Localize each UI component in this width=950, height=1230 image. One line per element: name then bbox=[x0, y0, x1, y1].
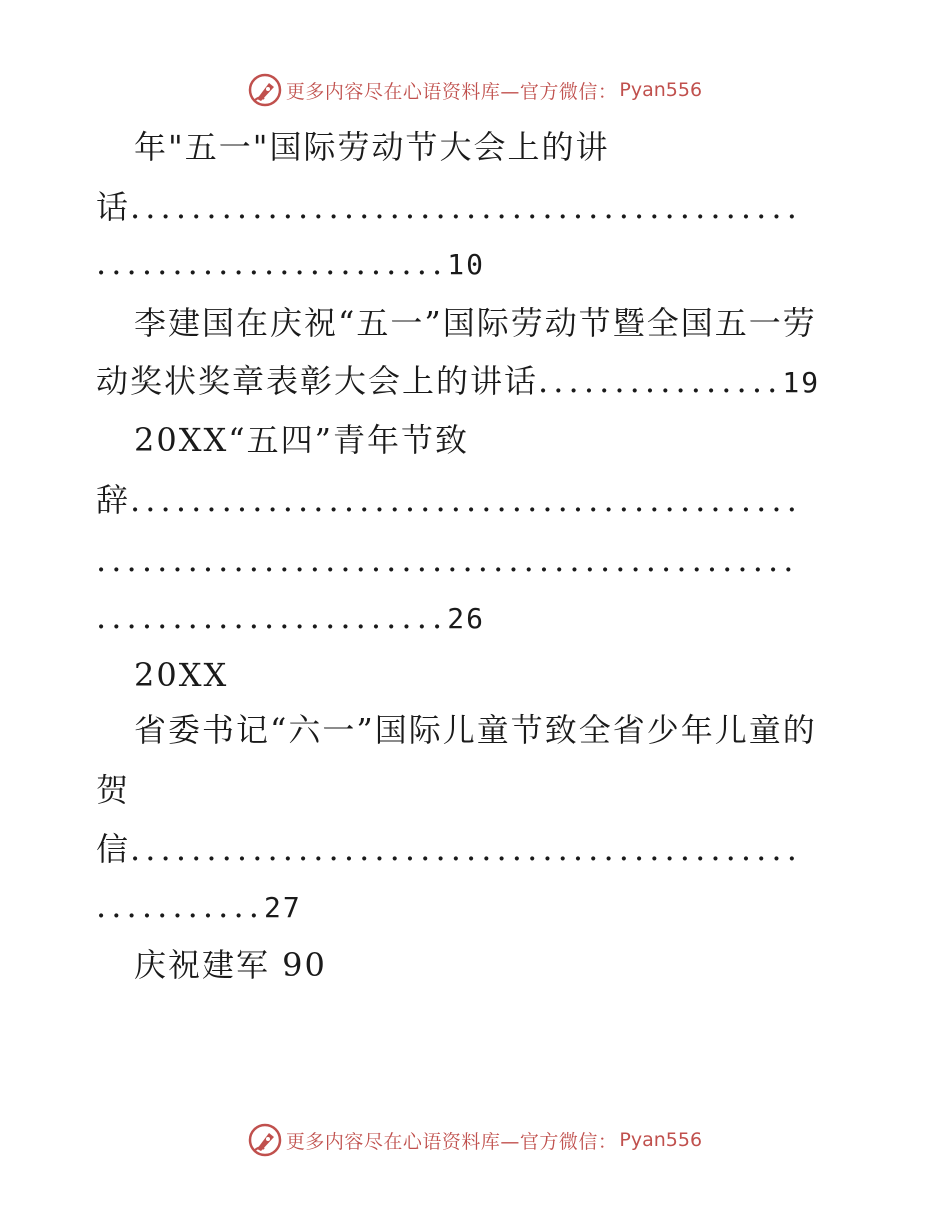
toc-entry-title: 辞 bbox=[96, 481, 131, 519]
toc-entry-title[interactable]: 贺 bbox=[96, 771, 131, 809]
watermark-footer bbox=[0, 1120, 950, 1160]
toc-leader-dots: ....................... bbox=[96, 244, 448, 282]
toc-entry-line[interactable] bbox=[96, 886, 302, 928]
toc-leader-dots: ....................... bbox=[96, 598, 448, 636]
toc-entry-line[interactable] bbox=[96, 597, 485, 639]
toc-page-number: 27 bbox=[264, 891, 302, 924]
watermark-account: Pyan556 bbox=[619, 1129, 703, 1151]
toc-leader-dots: ................ bbox=[538, 362, 783, 400]
toc-entry-line[interactable] bbox=[96, 540, 799, 580]
toc-leader-dots: ............................................ bbox=[130, 830, 802, 868]
toc-entry-line[interactable] bbox=[96, 187, 802, 227]
toc-entry-title: 话 bbox=[96, 188, 131, 226]
toc-leader-dots: .............................................. bbox=[96, 541, 799, 579]
toc-entry-title[interactable]: 年"五一"国际劳动节大会上的讲 bbox=[134, 128, 610, 166]
toc-page-number: 10 bbox=[447, 248, 485, 281]
toc-entry-title[interactable]: 李建国在庆祝“五一”国际劳动节暨全国五一劳 bbox=[134, 304, 817, 342]
toc-leader-dots: ............................................ bbox=[130, 188, 802, 226]
toc-entry-title[interactable]: 20XX bbox=[134, 656, 229, 694]
pen-nib-icon bbox=[248, 1123, 282, 1157]
toc-entry-title[interactable]: 20XX“五四”青年节致 bbox=[134, 421, 470, 459]
watermark-account: Pyan556 bbox=[619, 79, 703, 101]
toc-page-number: 26 bbox=[447, 602, 485, 635]
toc-entry-line[interactable] bbox=[96, 829, 802, 869]
toc-entry-line[interactable] bbox=[96, 361, 820, 403]
toc-entry-line[interactable] bbox=[96, 480, 802, 520]
toc-entry-title: 信 bbox=[96, 830, 131, 868]
toc-leader-dots: ........... bbox=[96, 887, 264, 925]
toc-entry-title[interactable]: 省委书记“六一”国际儿童节致全省少年儿童的 bbox=[134, 711, 817, 749]
toc-entry-line[interactable] bbox=[96, 243, 485, 285]
watermark-text: 更多内容尽在心语资料库—官方微信： bbox=[285, 1130, 618, 1153]
toc-entry-title[interactable]: 庆祝建军 90 bbox=[134, 946, 327, 984]
toc-leader-dots: ............................................ bbox=[130, 481, 802, 519]
watermark-text: 更多内容尽在心语资料库—官方微信： bbox=[285, 80, 618, 103]
toc-page-number: 19 bbox=[782, 366, 821, 399]
toc-entry-title: 动奖状奖章表彰大会上的讲话 bbox=[96, 362, 539, 400]
